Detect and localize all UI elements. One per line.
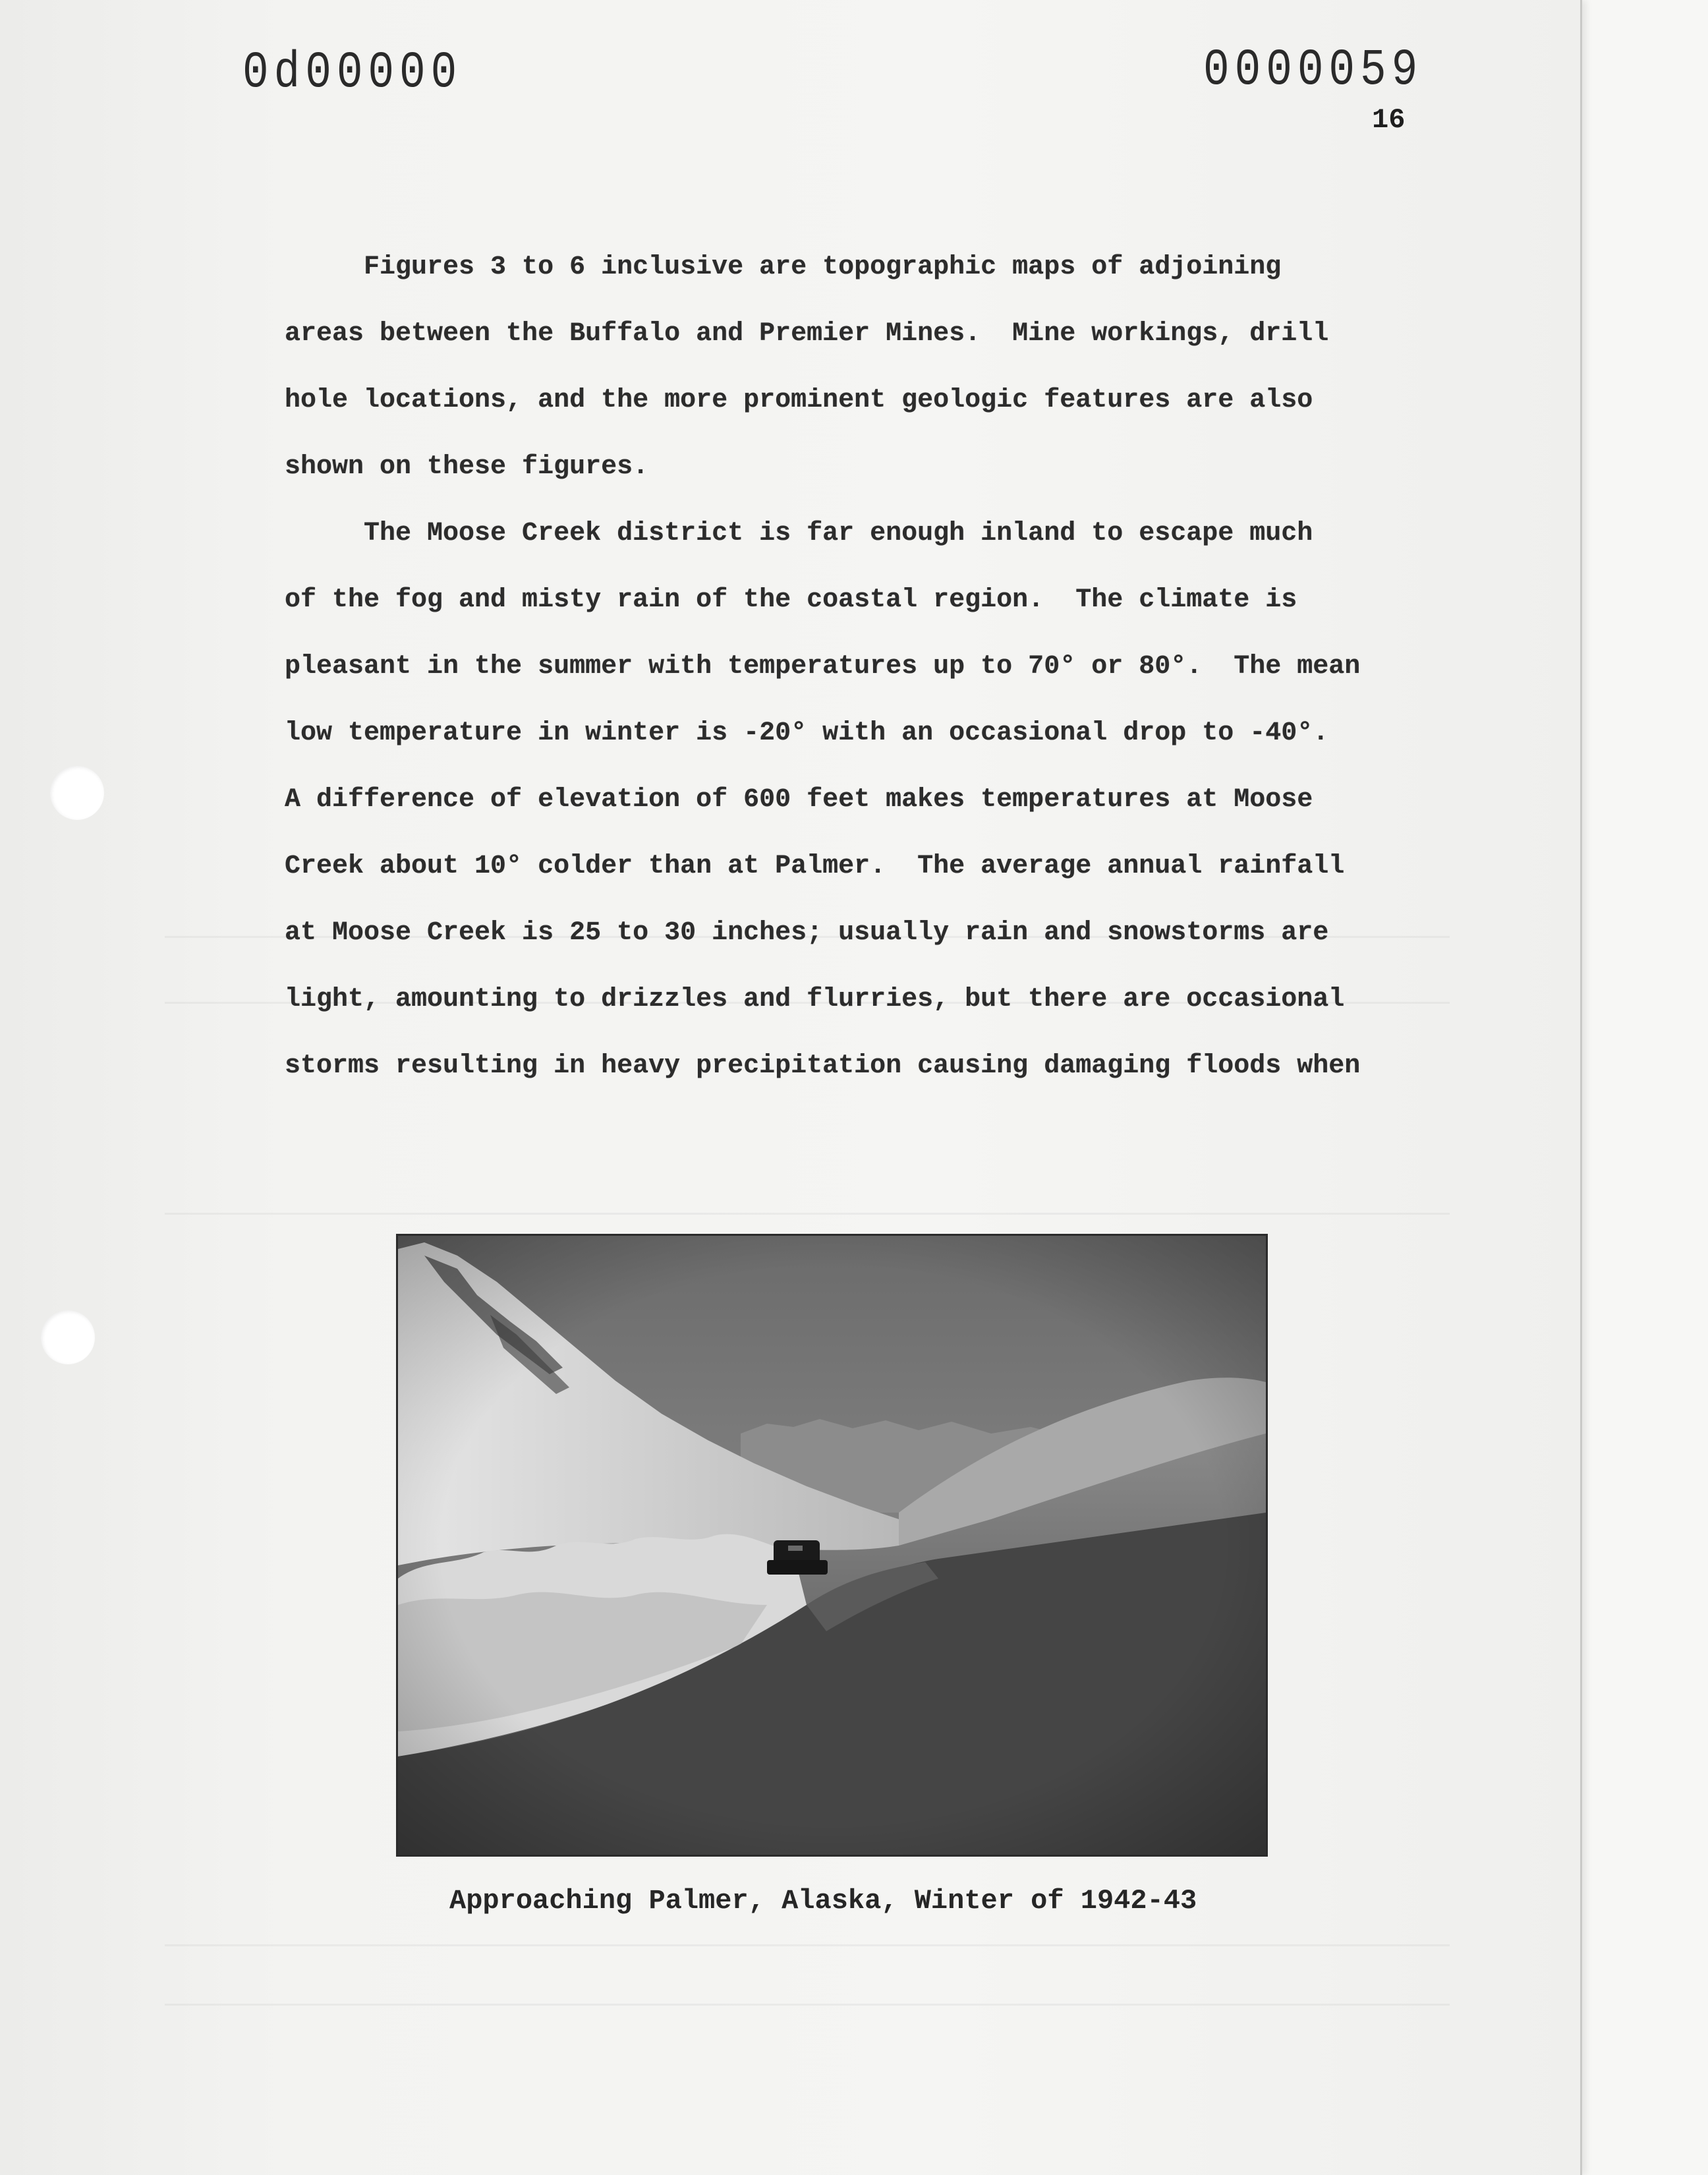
- text-line: A difference of elevation of 600 feet makes temperatures at Moose: [285, 785, 1313, 815]
- text-line: The Moose Creek district is far enough inland to escape much: [285, 519, 1313, 548]
- bleed-through-mark: [165, 2004, 1450, 2006]
- document-id-stamp-left: 0d00000: [242, 44, 463, 102]
- punch-hole-lower: [41, 1310, 95, 1364]
- document-id-stamp-right: 0000059: [1203, 41, 1423, 100]
- text-line: low temperature in winter is -20° with an occasional drop to -40°.: [285, 718, 1329, 748]
- text-line: Creek about 10° colder than at Palmer. The average annual rainfall: [285, 852, 1345, 881]
- text-line: of the fog and misty rain of the coastal region. The climate is: [285, 585, 1297, 615]
- text-line: storms resulting in heavy precipitation causing damaging floods when: [285, 1051, 1361, 1081]
- text-line: at Moose Creek is 25 to 30 inches; usually rain and snowstorms are: [285, 918, 1329, 948]
- bleed-through-mark: [165, 1944, 1450, 1946]
- text-line: hole locations, and the more prominent geologic features are also: [285, 386, 1313, 415]
- text-line: light, amounting to drizzles and flurries, but there are occasional: [285, 985, 1345, 1014]
- page-number: 16: [1372, 104, 1406, 136]
- text-line: pleasant in the summer with temperatures up to 70° or 80°. The mean: [285, 652, 1361, 682]
- photo-caption: Approaching Palmer, Alaska, Winter of 1942-43: [449, 1885, 1197, 1917]
- text-line: shown on these figures.: [285, 452, 649, 482]
- body-text: [285, 234, 1418, 1099]
- text-line: Figures 3 to 6 inclusive are topographic maps of adjoining: [285, 252, 1282, 282]
- winter-road-photograph: [396, 1234, 1268, 1857]
- punch-hole-upper: [50, 766, 104, 820]
- bleed-through-mark: [165, 1213, 1450, 1215]
- text-line: areas between the Buffalo and Premier Mines. Mine workings, drill: [285, 319, 1329, 349]
